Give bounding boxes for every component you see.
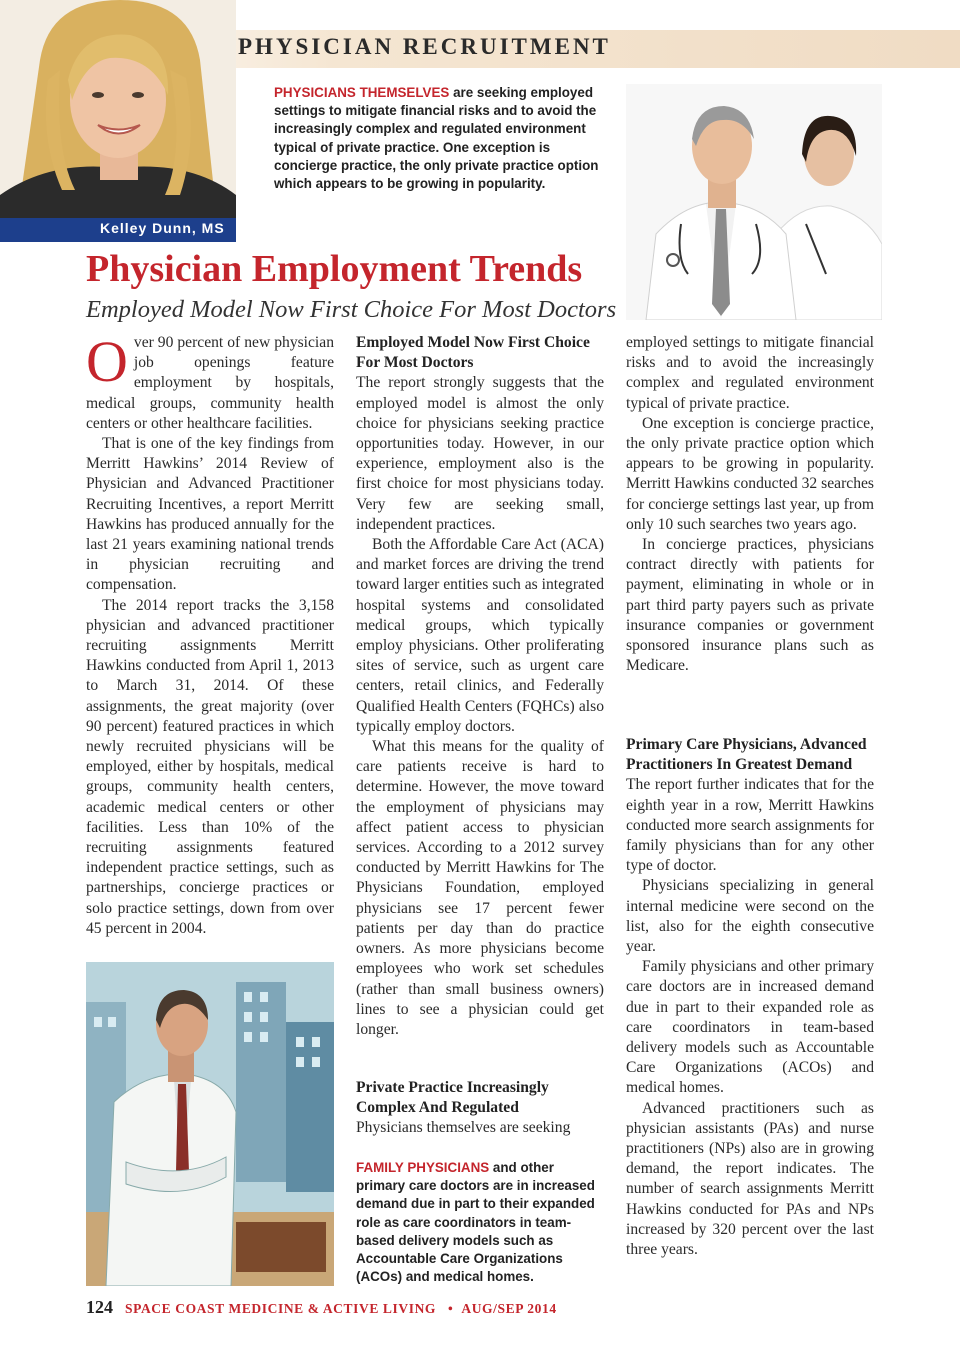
subheading: Primary Care Physicians, Advanced Practitioners In Greatest Demand: [626, 736, 867, 774]
subheading: Employed Model Now First Choice For Most Doctors: [356, 334, 590, 372]
doctors-photo: [626, 84, 882, 320]
paragraph: One exception is concierge practice, the only private practice option which appears to be growing in popularity. Merritt Hawkins conducted 32 searches for concierge settings last year, up from only 10 such searches two years ago.: [626, 414, 874, 533]
subheading: Private Practice Increasingly Complex And Regulated: [356, 1079, 549, 1117]
column-1: [86, 329, 334, 939]
column-3-continued: [626, 735, 874, 1260]
pull-quote-bottom: [356, 1159, 604, 1286]
paragraph: Advanced practitioners such as physician assistants (PAs) and nurse practitioners (NPs) also are in growing demand, the report indicates. The number of search assignments Merritt Hawkins conducted for PAs and NPs increased by 320 percent over the last three years.: [626, 1099, 874, 1259]
pull-quote-text: are seeking employed settings to mitigate financial risks and to avoid the increasingly complex and regulated environment typical of private practice. One exception is concierge practice, the only private practice option which appears to be growing in popularity.: [274, 85, 599, 192]
paragraph: The report strongly suggests that the employed model is almost the only choice for physicians seeking practice opportunities today. However, in our experience, employment also is the first choice for most physicians today. Very few are seeking small, independent practices.: [356, 374, 604, 533]
issue-date: AUG/SEP 2014: [461, 1301, 557, 1316]
column-2-continued: [356, 1078, 604, 1139]
paragraph: Family physicians and other primary care doctors are in increased demand due in part to their expanded role as care coordinators in team-based delivery models such as Accountable Care Organizations (ACOs) and medical homes.: [626, 958, 874, 1097]
paragraph: The report further indicates that for the eighth year in a row, Merritt Hawkins conducted more search assignments for family physicians than for any other type of doctor.: [626, 776, 874, 875]
author-portrait: [0, 0, 236, 222]
page-number: 124: [86, 1297, 113, 1317]
paragraph: [86, 329, 334, 434]
paragraph: The 2014 report tracks the 3,158 physician and advanced practitioner recruiting assignments Merritt Hawkins conducted from April 1, 2013 to March 31, 2014. Of these assignments, the great majority (over 90 percent) featured practices in which newly recruited physicians will be employed, either by hospitals, medical groups, community health centers, academic medical centers or other facilities. Less than 10% of the recruiting assignments featured independent practice settings, such as partnerships, concierge practices or solo practice settings, down from over 45 percent in 2004.: [86, 596, 334, 937]
article-subtitle: Employed Model Now First Choice For Most Doctors: [86, 296, 617, 323]
footer-separator: •: [448, 1301, 454, 1316]
section-label: PHYSICIAN RECRUITMENT: [238, 34, 611, 59]
pull-quote-text: and other primary care doctors are in increased demand due in part to their expanded role as care coordinators in team-based delivery models such as Accountable Care Organizations (ACOs) and medical homes.: [356, 1160, 595, 1285]
paragraph-text: ver 90 percent of new physician job openings feature employment by hospitals, medical groups, community health centers or other healthcare facilities.: [86, 334, 334, 432]
pull-quote-lead: FAMILY PHYSICIANS: [356, 1160, 490, 1175]
pull-quote-top: [274, 84, 604, 193]
paragraph: Physicians specializing in general internal medicine were second on the list, also for the eighth consecutive year.: [626, 877, 874, 956]
column-3: [626, 333, 874, 676]
doctor-painting: [86, 962, 334, 1286]
paragraph: Both the Affordable Care Act (ACA) and market forces are driving the trend toward larger entities such as integrated hospital systems and consolidated medical groups, which typically employ physicians. Other proliferating sites of service, such as urgent care centers, retail clinics, and Federally Qualified Health Centers (FQHCs) also typically employ doctors.: [356, 536, 604, 735]
page-footer: [86, 1297, 557, 1318]
pull-quote-lead: PHYSICIANS THEMSELVES: [274, 85, 450, 100]
publication-name: SPACE COAST MEDICINE & ACTIVE LIVING: [125, 1301, 437, 1316]
paragraph: In concierge practices, physicians contract directly with patients for payment, eliminating in whole or in part third party payers such as private insurance companies or government sponsored insurance plans such as Medicare.: [626, 536, 874, 675]
paragraph: That is one of the key findings from Merritt Hawkins’ 2014 Review of Physician and Advanced Practitioner Recruiting Incentives, a report Merritt Hawkins has produced annually for the last 21 years examining national trends in physician recruiting and compensation.: [86, 435, 334, 594]
author-name: Kelley Dunn, MS: [100, 220, 225, 236]
column-2: [356, 333, 604, 1040]
paragraph: What this means for the quality of care patients receive is hard to determine. However, the move toward the employment of physicians may affect patient access to physician services. According to a 2012 survey conducted by Merritt Hawkins for The Physicians Foundation, employed physicians see 17 percent fewer patients per day than do practice owners. As more physicians become employees who work set schedules (rather than small business owners) lines to see a physician could get longer.: [356, 738, 604, 1038]
paragraph: employed settings to mitigate financial risks and to avoid the increasingly complex and regulated environment typical of private practice.: [626, 334, 874, 412]
drop-cap: O: [86, 329, 128, 394]
article-title: Physician Employment Trends: [86, 248, 583, 290]
paragraph: Physicians themselves are seeking: [356, 1119, 571, 1137]
